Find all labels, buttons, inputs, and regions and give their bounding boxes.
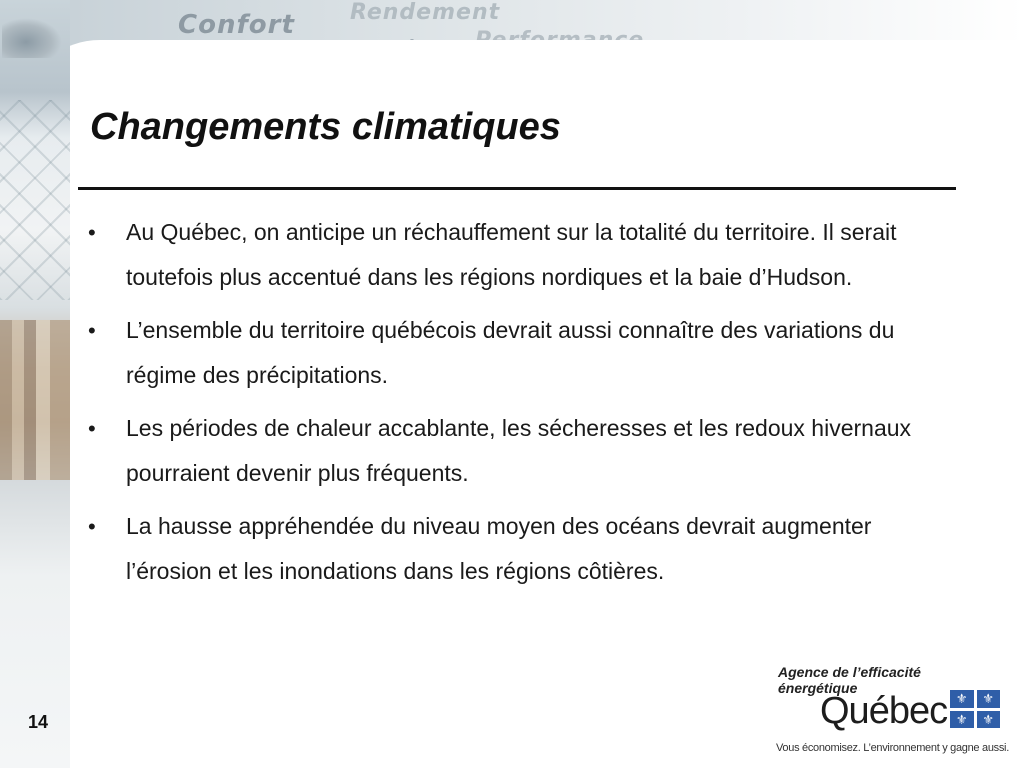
car-photo bbox=[2, 18, 62, 58]
banner-word: Rendement bbox=[350, 0, 501, 25]
blueprint-pattern bbox=[0, 100, 70, 300]
bullet-list bbox=[86, 210, 946, 602]
fleur-de-lis-icon: ⚜ bbox=[950, 690, 974, 708]
title-divider bbox=[78, 187, 956, 190]
top-decorative-banner bbox=[70, 0, 1024, 72]
agency-name-line2: énergétique bbox=[778, 680, 858, 696]
agency-logo bbox=[776, 664, 1009, 764]
banner-word: Confort bbox=[178, 10, 295, 40]
fleur-de-lis-icon: ⚜ bbox=[950, 711, 974, 729]
quebec-flag-icon bbox=[950, 690, 1000, 728]
city-photo bbox=[0, 320, 70, 480]
logo-tagline: Vous économisez. L’environnement y gagne aussi. bbox=[776, 742, 1009, 754]
bullet-item: • L’ensemble du territoire québécois devrait aussi connaître des variations du régime des précipitations. bbox=[86, 308, 946, 398]
left-decorative-strip bbox=[0, 0, 70, 768]
banner-curve bbox=[70, 40, 1024, 72]
slide-title: Changements climatiques bbox=[90, 106, 561, 148]
quebec-wordmark: Québec bbox=[820, 690, 948, 732]
fleur-de-lis-icon: ⚜ bbox=[977, 711, 1001, 729]
bullet-item: • Les périodes de chaleur accablante, les sécheresses et les redoux hivernaux pourraient devenir plus fréquents. bbox=[86, 406, 946, 496]
bullet-item: • Au Québec, on anticipe un réchauffement sur la totalité du territoire. Il serait toutefois plus accentué dans les régions nordiques et la baie d’Hudson. bbox=[86, 210, 946, 300]
page-number: 14 bbox=[27, 712, 49, 732]
fleur-de-lis-icon: ⚜ bbox=[977, 690, 1001, 708]
agency-name-line1: Agence de l’efficacité bbox=[778, 664, 921, 680]
bullet-item: • La hausse appréhendée du niveau moyen des océans devrait augmenter l’érosion et les inondations dans les régions côtières. bbox=[86, 504, 946, 594]
